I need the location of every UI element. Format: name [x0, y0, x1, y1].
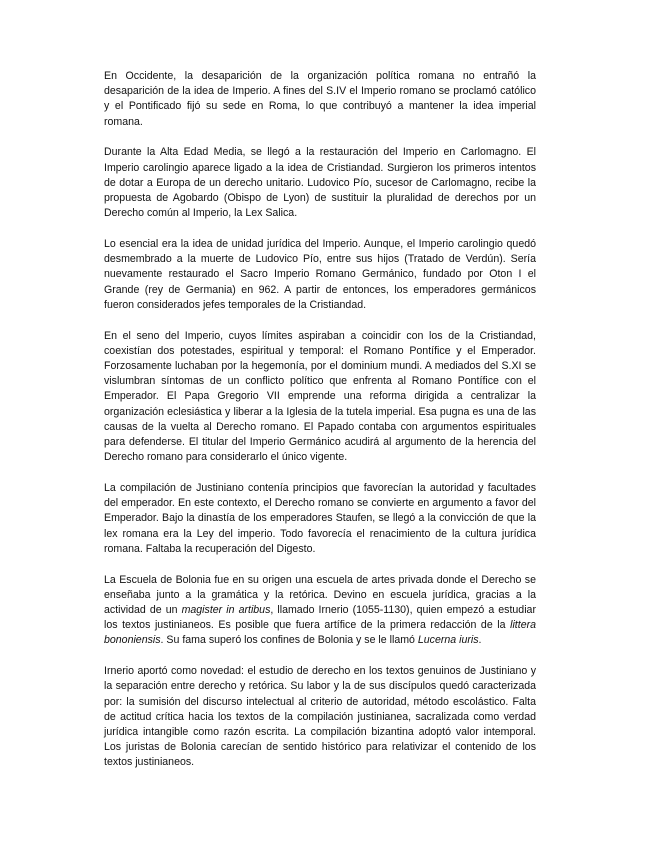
paragraph-5 — [104, 481, 536, 557]
text-run: Lo esencial era la idea de unidad jurídica del Imperio. Aunque, el Imperio carolingio quedó desmembrado a la muerte de Ludovico Pío, entre sus hijos (Tratado de Verdún). Sería nuevamente restaurado el Sacro Imperio Romano Germánico, fundado por Oton I el Grande (rey de Germania) en 962. A partir de entonces, los emperadores germánicos fueron considerados jefes temporales de la Cristiandad. — [104, 238, 536, 311]
text-run: Irnerio aportó como novedad: el estudio de derecho en los textos genuinos de Justiniano y la separación entre derecho y retórica. Su labor y la de sus discípulos quedó caracterizada por: la sumisión del discurso intelectual al criterio de autoridad, método escolástico. Falta de actitud crítica hacia los textos de la compilación justinianea, sacralizada como verdad jurídica intangible como razón escrita. La compilación bizantina adoptó valor intemporal. Los juristas de Bolonia carecían de sentido histórico para relativizar el contenido de los textos justinianeos. — [104, 665, 536, 769]
text-run: Durante la Alta Edad Media, se llegó a la restauración del Imperio en Carlomagno. El Imperio carolingio aparece ligado a la idea de Cristiandad. Surgieron los primeros intentos de dotar a Europa de un derecho unitario. Ludovico Pío, sucesor de Carlomagno, recibe la propuesta de Agobardo (Obispo de Lyon) de sustituir la pluralidad de derechos por un Derecho común al Imperio, la Lex Salica. — [104, 146, 536, 220]
paragraph-6 — [104, 573, 536, 649]
text-run: La Escuela de Bolonia fue en su origen una escuela de artes privada donde el Derecho se enseñaba junto a la gramática y la retórica. Devino en escuela jurídica, gracias a la actividad de un — [104, 573, 536, 617]
text-run: . — [478, 634, 482, 647]
paragraph-3 — [104, 237, 536, 313]
paragraph-1 — [104, 69, 536, 130]
paragraph-4 — [104, 329, 536, 466]
italic-term: littera bononiensis — [104, 619, 536, 647]
text-run: En Occidente, la desaparición de la organización política romana no entrañó la desaparición de la idea de Imperio. A fines del S.IV el Imperio romano se proclamó católico y el Pontificado fijó su sede en Roma, lo que contribuyó a mantener la idea imperial romana. — [104, 70, 536, 128]
text-run: , llamado Irnerio (1055-1130), quien empezó a estudiar los textos justinianeos. Es posible que fuera artífice de la primera redacción de la — [104, 604, 536, 632]
italic-term: Lucerna iuris — [417, 634, 479, 647]
text-run: La compilación de Justiniano contenía principios que favorecían la autoridad y facultades del emperador. En este contexto, el Derecho romano se convierte en argumento a favor del Emperador. Bajo la dinastía de los emperadores Staufen, se llegó a la convicción de que la lex romana era la Ley del imperio. Todo favorecía el renacimiento de la cultura jurídica romana. Faltaba la recuperación del Digesto. — [104, 482, 536, 555]
document-body — [104, 69, 536, 771]
paragraph-7 — [104, 664, 536, 770]
paragraph-2 — [104, 145, 536, 221]
text-run: En el seno del Imperio, cuyos límites aspiraban a coincidir con los de la Cristiandad, coexistían dos potestades, espiritual y temporal: el Romano Pontífice y el Emperador. Forzosamente luchaban por la hegemonía, por el dominium mundi. A mediados del S.XI se vislumbran síntomas de un conflicto político que enfrenta al Romano Pontífice con el Emperador. El Papa Gregorio VII emprende una reforma dirigida a centralizar la organización eclesiástica y liberar a la Iglesia de la tutela imperial. Esa pugna es una de las causas de la vuelta al Derecho romano. El Papado contaba con argumentos espirituales para defenderse. El titular del Imperio Germánico acudirá al argumento de la herencia del Derecho romano para considerarlo el único vigente. — [104, 329, 536, 464]
italic-term: magister in artibus — [181, 604, 271, 617]
text-run: . Su fama superó los confines de Bolonia y se le llamó — [160, 634, 418, 647]
